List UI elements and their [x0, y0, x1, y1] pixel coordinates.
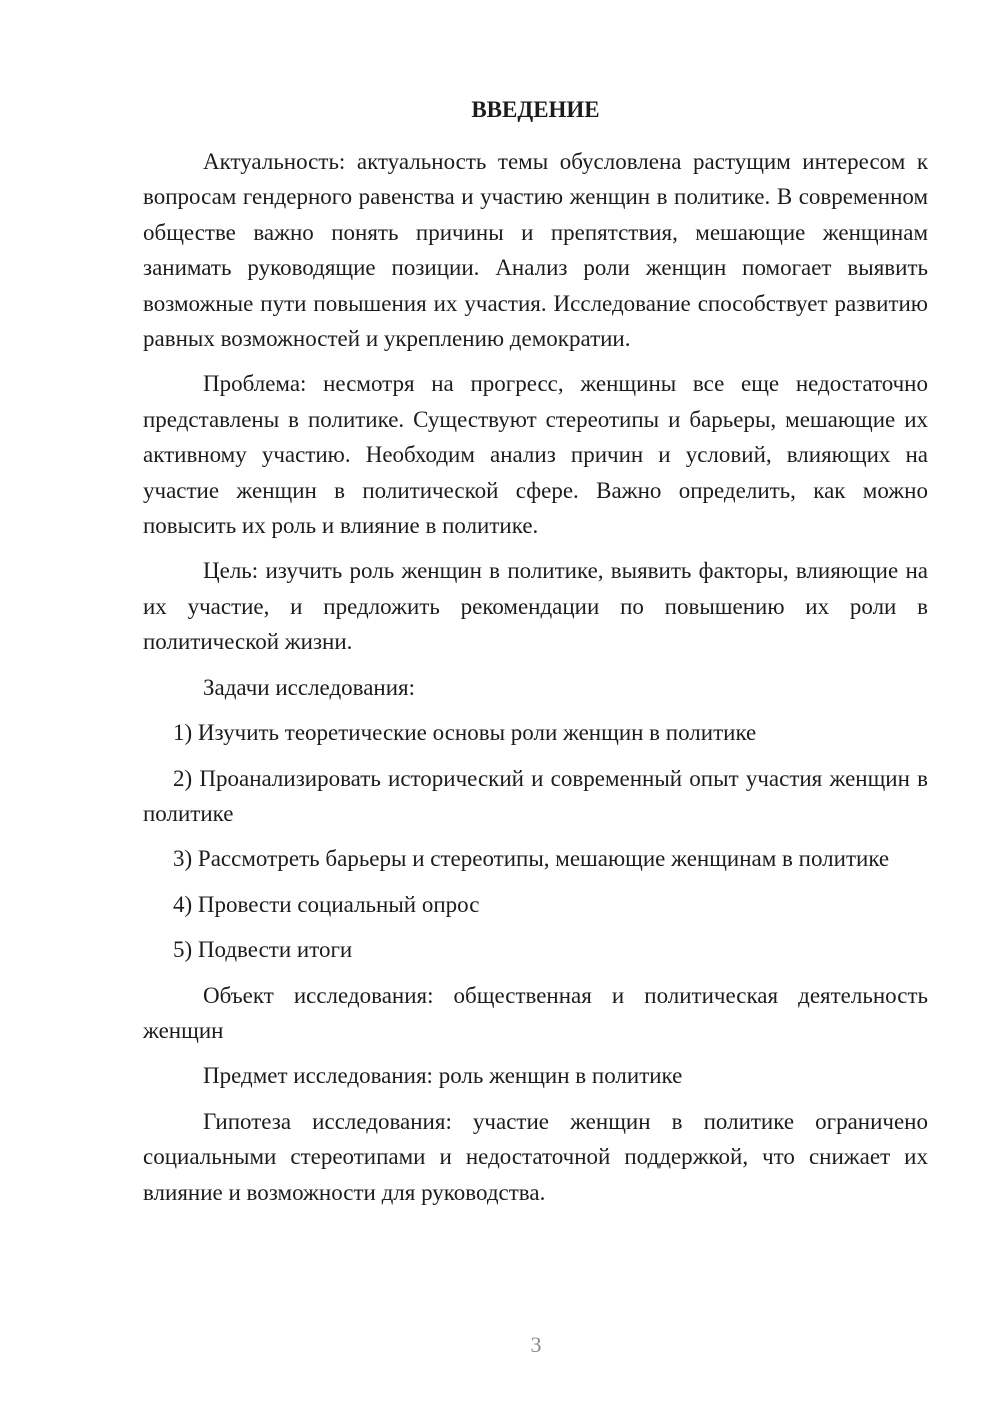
goal-paragraph: Цель: изучить роль женщин в политике, выявить факторы, влияющие на их участие, и предложить рекомендации по повышению их роли в политической жизни.: [143, 558, 928, 655]
hypothesis-paragraph: Гипотеза исследования: участие женщин в политике ограничено социальными стереотипами и недостаточной поддержкой, что снижает их влияние и возможности для руководства.: [143, 1108, 928, 1205]
subject-paragraph: Предмет исследования: роль женщин в политике: [203, 1063, 683, 1089]
tasks-heading: Задачи исследования:: [203, 674, 416, 700]
task-item-3: 3) Рассмотреть барьеры и стереотипы, мешающие женщинам в политике: [173, 846, 890, 872]
page-number: 3: [530, 1332, 542, 1357]
object-paragraph: Объект исследования: общественная и политическая деятельность женщин: [143, 982, 928, 1043]
section-title: ВВЕДЕНИЕ: [471, 97, 600, 122]
page-content: [143, 92, 928, 1220]
task-item-5: 5) Подвести итоги: [173, 937, 353, 963]
relevance-paragraph: Актуальность: актуальность темы обусловлена растущим интересом к вопросам гендерного равенства и участию женщин в политике. В современном обществе важно понять причины и препятствия, мешающие женщинам занимать руководящие позиции. Анализ роли женщин помогает выявить возможные пути повышения их участия. Исследование способствует развитию равных возможностей и укреплению демократии.: [143, 149, 928, 352]
task-item-4: 4) Провести социальный опрос: [173, 891, 480, 917]
task-item-1: 1) Изучить теоретические основы роли женщин в политике: [173, 720, 757, 746]
task-item-2: 2) Проанализировать исторический и современный опыт участия женщин в политике: [143, 765, 928, 826]
problem-paragraph: Проблема: несмотря на прогресс, женщины все еще недостаточно представлены в политике. Существуют стереотипы и барьеры, мешающие их активному участию. Необходим анализ причин и условий, влияющих на участие женщин в политической сфере. Важно определить, как можно повысить их роль и влияние в политике.: [143, 371, 928, 539]
